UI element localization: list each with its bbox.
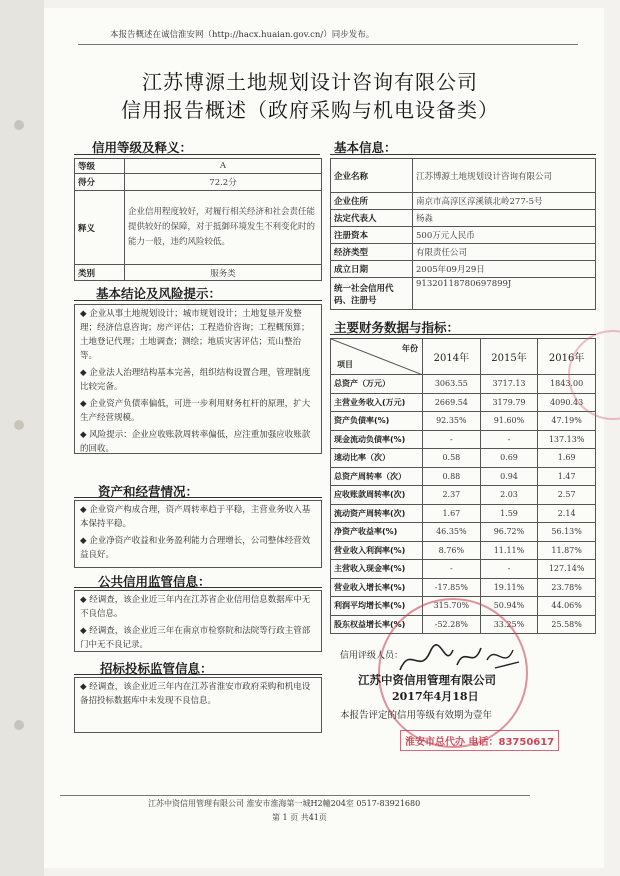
financial-value: 91.60% — [480, 412, 538, 431]
section-rule — [74, 300, 322, 301]
category-label: 类别 — [75, 265, 125, 281]
financial-value: 2.37 — [423, 486, 481, 505]
financial-value: 19.11% — [480, 578, 538, 597]
evaluator-label: 信用评级人员： — [340, 651, 404, 661]
conclusion-item: ◆ 企业法人治理结构基本完善，组织结构设置合理，管理制度比较完备。 — [80, 368, 311, 392]
financial-value: 47.19% — [538, 412, 596, 431]
financial-indicator: 流动资产周转率(次) — [331, 504, 423, 523]
report-title-type: 信用报告概述（政府采购与机电设备类） — [121, 98, 499, 122]
meaning-label: 释义 — [75, 191, 125, 265]
company-name-value: 江苏博源土地规划设计咨询有限公司 — [413, 159, 596, 193]
financial-row — [331, 449, 596, 468]
financial-indicator: 净资产收益率(%) — [331, 523, 423, 542]
economy-type-value: 有限责任公司 — [413, 244, 596, 261]
credit-grade-heading: 信用等级及释义： — [92, 140, 193, 155]
financial-row — [331, 467, 596, 486]
financial-value: 127.14% — [538, 560, 596, 579]
footer-rule — [60, 795, 530, 796]
financial-indicator: 营业收入利润率(%) — [331, 541, 423, 560]
financial-indicator: 营业收入增长率(%) — [331, 578, 423, 597]
section-rule — [74, 587, 322, 588]
header-item-label: 项目 — [337, 360, 353, 369]
section-rule — [74, 674, 322, 675]
legal-rep-label: 法定代表人 — [331, 210, 413, 227]
header-rule — [78, 44, 578, 45]
financial-value: -52.28% — [423, 615, 481, 634]
financial-value: 46.35% — [423, 523, 481, 542]
section-rule — [74, 497, 322, 498]
financial-value: 1.47 — [538, 467, 596, 486]
assets-item: ◆ 企业资产构成合理，资产周转率趋于平稳，主营业务收入基本保持平稳。 — [80, 505, 311, 529]
public-credit-item: ◆ 经调查，该企业近三年内在江苏省企业信用信息数据库中无不良信息。 — [80, 595, 311, 619]
financial-value: 1843.00 — [538, 375, 596, 394]
score-value: 72.2分 — [125, 174, 322, 191]
financial-value: - — [480, 560, 538, 579]
conclusion-item: ◆ 企业资产负债率偏低，可进一步利用财务杠杆的原理，扩大生产经营规模。 — [80, 399, 311, 423]
financial-row — [331, 486, 596, 505]
credit-grade-table — [74, 158, 322, 281]
founded-label: 成立日期 — [331, 261, 413, 278]
issuer-company: 江苏中资信用管理有限公司 — [358, 673, 496, 687]
score-label: 得分 — [75, 174, 125, 191]
conclusion-item: ◆ 风险提示：企业应收账款周转率偏低，应注重加强应收账款的回收。 — [80, 430, 311, 454]
bidding-heading: 招标投标监管信息： — [100, 661, 213, 676]
financial-value: 4090.43 — [538, 393, 596, 412]
company-name-label: 企业名称 — [331, 159, 413, 193]
publish-notice: 本报告概述在诚信淮安网（http://hacx.huaian.gov.cn/）同步发布。 — [110, 30, 375, 40]
financial-value: 1.69 — [538, 449, 596, 468]
financial-indicator: 总资产（万元） — [331, 375, 423, 394]
financial-indicator: 股东权益增长率(%) — [331, 615, 423, 634]
financial-value: 0.58 — [423, 449, 481, 468]
financial-indicator: 现金流动负债率(%) — [331, 430, 423, 449]
assets-box — [74, 500, 322, 568]
founded-value: 2005年09月29日 — [413, 261, 596, 278]
financial-row — [331, 504, 596, 523]
bidding-item: ◆ 经调查，该企业近三年内在江苏省淮安市政府采购和机电设备招投标数据库中未发现不良信息。 — [80, 682, 311, 706]
financial-value: 0.69 — [480, 449, 538, 468]
financial-value: 92.35% — [423, 412, 481, 431]
financial-indicator: 主营收入现金率(%) — [331, 560, 423, 579]
financial-value: 56.13% — [538, 523, 596, 542]
financial-value: 8.76% — [423, 541, 481, 560]
category-value: 服务类 — [125, 265, 322, 281]
section-rule — [74, 154, 320, 155]
binding-hole — [14, 720, 24, 730]
grade-value: A — [125, 159, 322, 174]
financial-indicator: 速动比率（次） — [331, 449, 423, 468]
year-2014: 2014年 — [423, 339, 481, 375]
financial-value: 1.67 — [423, 504, 481, 523]
financial-heading: 主要财务数据与指标： — [334, 320, 460, 335]
financial-value: 3179.79 — [480, 393, 538, 412]
financial-indicator: 主营业务收入(万元) — [331, 393, 423, 412]
financial-value: 2.57 — [538, 486, 596, 505]
bidding-box — [74, 677, 322, 733]
financial-row — [331, 560, 596, 579]
financial-row — [331, 541, 596, 560]
financial-row — [331, 412, 596, 431]
financial-body — [331, 375, 596, 634]
legal-rep-value: 杨淼 — [413, 210, 596, 227]
financial-indicator: 资产负债率(%) — [331, 412, 423, 431]
validity-note: 本报告评定的信用等级有效期为壹年 — [340, 710, 493, 721]
financial-value: 96.72% — [480, 523, 538, 542]
address-value: 南京市高淳区淳溪镇北岭277-5号 — [413, 193, 596, 210]
credit-code-value: 91320118780697899J — [413, 278, 596, 310]
year-2015: 2015年 — [480, 339, 538, 375]
capital-value: 500万元人民币 — [413, 227, 596, 244]
financial-value: - — [480, 430, 538, 449]
financial-value: 23.78% — [538, 578, 596, 597]
meaning-value: 企业信用程度较好，对履行相关经济和社会责任能提供较好的保障，对于抵御环境发生不利变化时的能力一般，违约风险较低。 — [125, 191, 322, 265]
financial-value: 25.58% — [538, 615, 596, 634]
financial-indicator: 利润平均增长率(%) — [331, 597, 423, 616]
conclusion-heading: 基本结论及风险提示： — [96, 286, 222, 301]
year-2016: 2016年 — [538, 339, 596, 375]
financial-value: 0.88 — [423, 467, 481, 486]
financial-value: 2.14 — [538, 504, 596, 523]
assets-heading: 资产和经营情况： — [98, 484, 199, 499]
financial-value: 44.06% — [538, 597, 596, 616]
financial-value: 3717.13 — [480, 375, 538, 394]
section-rule — [330, 334, 596, 335]
issue-date: 2017年4月18日 — [392, 690, 479, 703]
footer-contact: 江苏中资信用管理有限公司 淮安市淮海第一城H2幢204室 0517-83921680 — [148, 799, 421, 808]
agent-stamp: 淮安市总代办 电话：83750617 — [400, 730, 559, 751]
conclusion-item: ◆ 企业从事土地规划设计；城市规划设计；土地复垦开发整理；经济信息咨询；房产评估；工程造价咨询；工程概预算；土地登记代理；土地调查；测绘；地质灾害评估；荒山整治等。 — [80, 309, 310, 361]
financial-value: -17.85% — [423, 578, 481, 597]
financial-row — [331, 375, 596, 394]
financial-header-cell — [331, 339, 423, 375]
financial-indicator: 总资产周转率（次） — [331, 467, 423, 486]
financial-value: - — [423, 560, 481, 579]
grade-label: 等级 — [75, 159, 125, 174]
financial-table — [330, 338, 596, 634]
financial-value: 50.94% — [480, 597, 538, 616]
financial-value: 137.13% — [538, 430, 596, 449]
public-credit-box — [74, 590, 322, 652]
financial-row — [331, 393, 596, 412]
section-rule — [330, 154, 596, 155]
report-title-company: 江苏博源土地规划设计咨询有限公司 — [142, 70, 478, 94]
binding-hole — [14, 120, 24, 130]
financial-indicator: 应收账款周转率(次) — [331, 486, 423, 505]
capital-label: 注册资本 — [331, 227, 413, 244]
credit-code-label: 统一社会信用代码、注册号 — [331, 278, 413, 310]
assets-item: ◆ 企业净资产收益和业务盈利能力合理增长，公司整体经营效益良好。 — [80, 536, 311, 560]
financial-value: 2669.54 — [423, 393, 481, 412]
public-credit-heading: 公共信用监管信息： — [98, 574, 211, 589]
basic-info-table — [330, 158, 596, 310]
economy-type-label: 经济类型 — [331, 244, 413, 261]
financial-row — [331, 430, 596, 449]
basic-info-heading: 基本信息： — [334, 140, 397, 155]
financial-value: - — [423, 430, 481, 449]
conclusion-box — [74, 304, 322, 454]
page-number: 第 1 页 共41页 — [272, 813, 327, 822]
financial-row — [331, 578, 596, 597]
financial-value: 2.03 — [480, 486, 538, 505]
public-credit-item: ◆ 经调查，该企业近三年在南京市检察院和法院等行政主管部门中无不良记录。 — [80, 626, 311, 650]
financial-value: 315.70% — [423, 597, 481, 616]
financial-value: 11.87% — [538, 541, 596, 560]
header-year-label: 年份 — [402, 344, 418, 353]
financial-value: 1.59 — [480, 504, 538, 523]
binding-hole — [14, 420, 24, 430]
financial-value: 11.11% — [480, 541, 538, 560]
address-label: 企业住所 — [331, 193, 413, 210]
financial-row — [331, 523, 596, 542]
financial-value: 33.25% — [480, 615, 538, 634]
financial-value: 0.94 — [480, 467, 538, 486]
evaluator-signature — [395, 640, 525, 676]
binding-strip — [0, 0, 44, 876]
financial-value: 3063.55 — [423, 375, 481, 394]
